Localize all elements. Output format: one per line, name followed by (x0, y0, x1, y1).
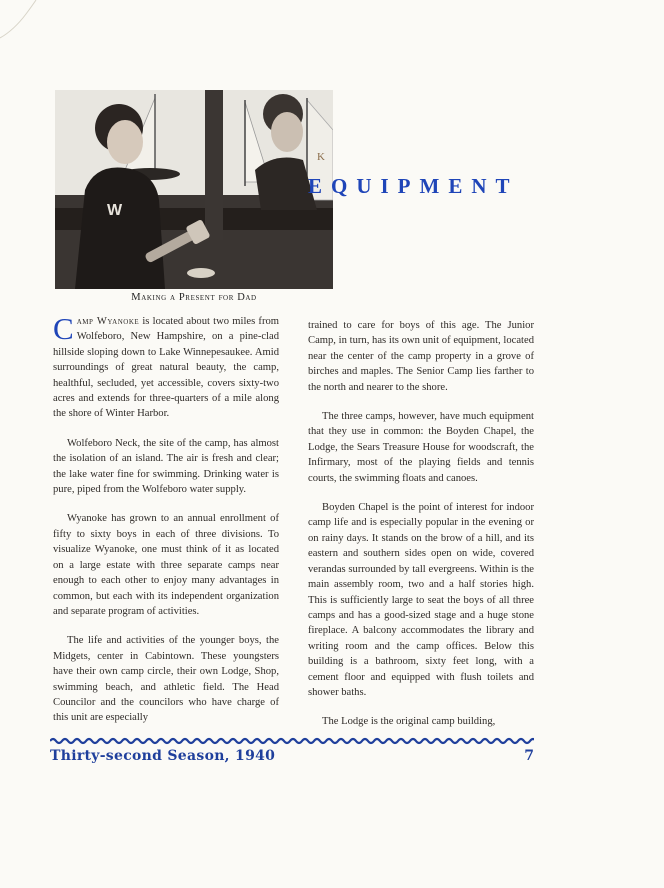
paragraph-wolfeboro-neck: Wolfeboro Neck, the site of the camp, has almost the isolation of an island. The air is fresh and clear; the lake water fine for swimming. Drinking water is pure, piped from the Wolfeboro water supply. (53, 437, 279, 496)
text-column-left (53, 311, 280, 740)
photo-caption: Making a Present for Dad (131, 292, 257, 303)
text-column-right (308, 318, 534, 744)
drop-cap: C (53, 311, 74, 346)
paragraph-boyden-chapel: Boyden Chapel is the point of interest for indoor camp life and is especially popular in the evening or on rainy days. It stands on the brow of a hill, and its eastern and southern sides open on wide, covered verandas surrounded by tall evergreens. Within is the main assembly room, two and a half stories high. This is sufficiently large to seat the boys of all three camps and has a good-sized stage and a huge stone fireplace. A balcony accommodates the library and writing room and the camp offices. Below this building is a bathroom, sixty feet long, with a cement floor and equipped with flush toilets and shower baths. (308, 502, 534, 698)
paragraph-shared-equipment: The three camps, however, have much equipment that they use in common: the Boyden Chapel, the Lodge, the Sears Treasure House for woodscraft, the Infirmary, most of the playing fields and tennis courts, the swimming floats and canoes. (308, 411, 534, 484)
paragraph-enrollment: Wyanoke has grown to an annual enrollment of fifty to sixty boys in each of three divisions. To visualize Wyanoke, one must think of it as located on a large estate with three separate camps near enough to each other to enjoy many advantages in common, but each with its independent organization and separate program of activities. (53, 513, 279, 617)
paragraph-camp-location-text: is located about two miles from Wolfeboro, New Hampshire, on a pine-clad hillside sloping down to Lake Winnepesaukee. Amid surroundings of great natural beauty, the camp, healthful, secluded, yet accessible, covers sixty-two acres and extends for three-quarters of a mile along the shore of Winter Harbor. (53, 316, 280, 420)
footer-wave-rule (50, 736, 534, 746)
paragraph-junior-camp: trained to care for boys of this age. The Junior Camp, in turn, has its own unit of equipment, located near the center of the camp property in a grove of birches and maples. The Senior Camp lies farther to the north and nearer to the shore. (308, 320, 534, 393)
page-number: 7 (524, 748, 534, 764)
paragraph-midgets: The life and activities of the younger boys, the Midgets, center in Cabintown. These youngsters have their own camp circle, their own Lodge, Shop, swimming beach, and athletic field. The Head Councilor and the councilors who have charge of this unit are especially (53, 635, 279, 724)
paragraph-lodge: The Lodge is the original camp building, (322, 716, 496, 728)
paragraph-camp-location (53, 311, 280, 422)
section-heading: EQUIPMENT (308, 174, 519, 198)
sweater-letter-w: W (107, 202, 123, 219)
photo-boys-with-sailboats (55, 90, 333, 289)
footer-season: Thirty-second Season, 1940 (50, 748, 276, 764)
sail-letter-k: K (317, 151, 325, 163)
page-corner-fold (0, 0, 44, 44)
camp-name-smallcaps: amp Wyanoke (76, 316, 140, 327)
